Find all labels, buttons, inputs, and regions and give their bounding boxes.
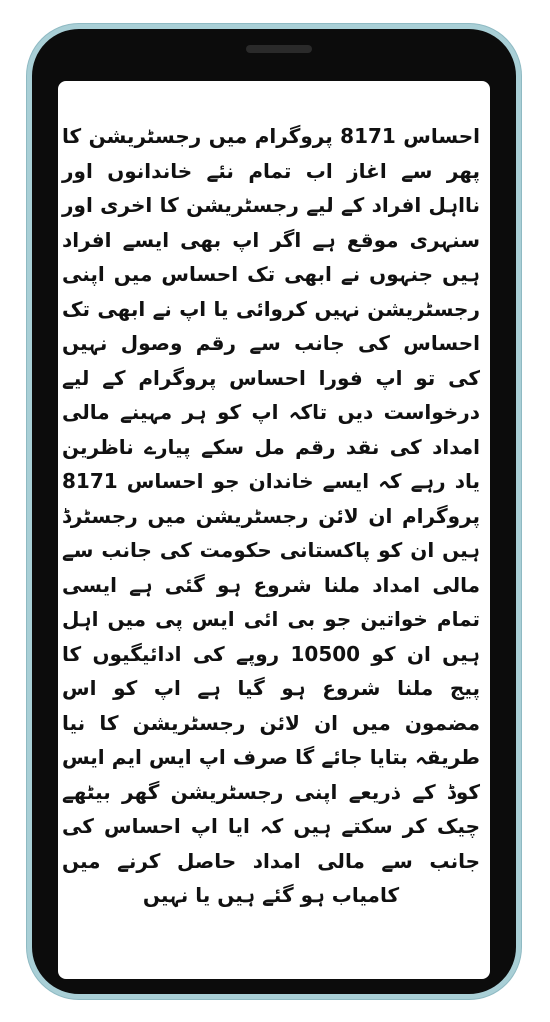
- phone-speaker: [246, 45, 312, 53]
- article-body-text: احساس 8171 پروگرام میں رجسٹریشن کا پھر سے اغاز اب تمام نئے خاندانوں اور نااہل افراد کے لیے رجسٹریشن کا اخری اور سنہری موقع ہے اگر اپ بھی ایسے افراد ہیں جنہوں نے ابھی تک احساس میں اپنی رجسٹریشن نہیں کروائی یا اپ نے ابھی تک احساس کی جانب سے رقم وصول نہیں کی تو اپ فورا احساس پروگرام کے لیے درخواست دیں تاکہ اپ کو ہر مہینے مالی امداد کی نقد رقم مل سکے پیارے ناظرین یاد رہے کہ ایسے خاندان جو احساس 8171 پروگرام ان لائن رجسٹریشن میں رجسٹرڈ ہیں ان کو پاکستانی حکومت کی جانب سے مالی امداد ملنا شروع ہو گئی ہے ایسی تمام خواتین جو بی ائی ایس پی میں اہل ہیں ان کو 10500 روپے کی ادائیگیوں کا پیج ملنا شروع ہو گیا ہے اپ کو اس مضمون میں ان لائن رجسٹریشن کا نیا طریقہ بتایا جائے گا صرف اپ ایس ایم ایس کوڈ کے ذریعے اپنی رجسٹریشن گھر بیٹھے چیک کر سکتے ہیں کہ ایا اپ احساس کی جانب سے مالی امداد حاصل کرنے میں کامیاب ہو گئے ہیں یا نہیں: [62, 124, 480, 907]
- phone-screen: [58, 81, 490, 979]
- phone-frame: [27, 24, 521, 999]
